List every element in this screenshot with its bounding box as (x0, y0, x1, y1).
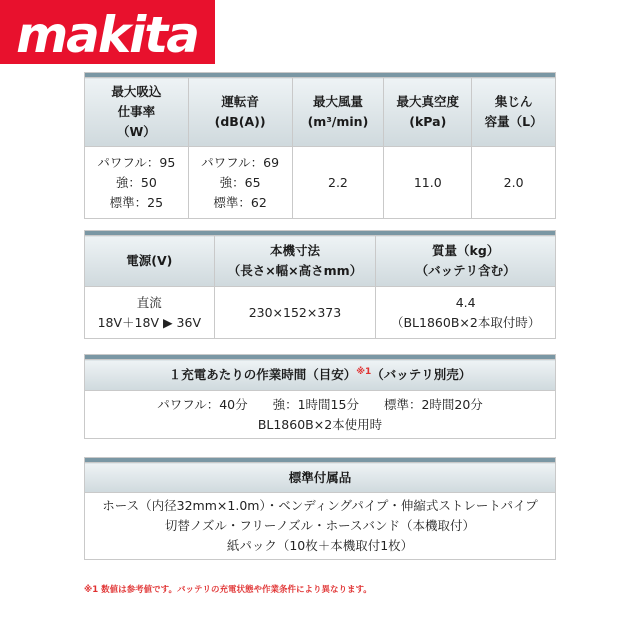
perf-header-line: 仕事率 (117, 104, 156, 119)
runtime-condition: BL1860B×2本使用時 (257, 416, 383, 432)
power-cell-line: 4.4 (455, 294, 476, 310)
power-cell-1 (214, 287, 376, 339)
runtime-header-note: （バッテリ別売） (371, 367, 472, 382)
perf-header-line: 容量（L） (484, 114, 543, 129)
perf-header-line: （W） (116, 124, 156, 139)
power-header-line: （長さ×幅×高さmm） (227, 263, 363, 278)
spec-table-runtime (84, 354, 556, 439)
perf-cell-line: 11.0 (413, 174, 442, 190)
perf-header-line: 運転音 (221, 94, 259, 109)
runtime-values: パワフル：40分 強：1時間15分 標準：2時間20分 (157, 396, 483, 412)
perf-cell-line: 標準：62 (213, 194, 267, 210)
spec-table-performance (84, 72, 556, 219)
power-cell-line: 直流 (136, 294, 162, 310)
perf-header-2 (292, 78, 384, 147)
power-cell-0 (85, 287, 215, 339)
makita-logo (0, 0, 215, 64)
spec-table-accessories (84, 457, 556, 560)
power-cell-line: 230×152×373 (248, 304, 342, 320)
power-header-line: 質量（kg） (432, 243, 500, 258)
power-header-1 (214, 236, 376, 287)
perf-cell-3 (384, 147, 472, 219)
perf-cell-line: 強：65 (219, 174, 261, 190)
power-header-line: 電源(V) (126, 253, 173, 268)
perf-header-3 (384, 78, 472, 147)
perf-header-line: (m³/min) (307, 114, 369, 129)
power-cell-line: 18V＋18V ▶ 36V (97, 314, 202, 330)
perf-header-line: 最大風量 (312, 94, 363, 109)
perf-header-line: (dB(A)) (214, 114, 266, 129)
perf-cell-line: 2.0 (503, 174, 524, 190)
runtime-header-text: １充電あたりの作業時間（目安） (168, 367, 357, 382)
accessories-line: 切替ノズル・フリーノズル・ホースバンド（本機取付） (164, 518, 476, 533)
perf-header-line: (kPa) (409, 114, 447, 129)
power-cell-2 (376, 287, 556, 339)
runtime-cell (85, 391, 556, 439)
power-cell-line: （BL1860B×2本取付時） (390, 314, 541, 330)
power-header-0 (85, 236, 215, 287)
perf-header-1 (188, 78, 292, 147)
perf-cell-2 (292, 147, 384, 219)
perf-header-4 (472, 78, 556, 147)
perf-cell-line: 2.2 (328, 174, 348, 190)
accessories-cell (85, 493, 556, 560)
perf-header-0 (85, 78, 189, 147)
accessories-header: 標準付属品 (85, 463, 556, 493)
power-header-2 (376, 236, 556, 287)
perf-header-line: 最大真空度 (396, 94, 460, 109)
perf-header-line: 集じん (494, 94, 533, 109)
makita-logo-mark (0, 0, 215, 64)
perf-cell-line: 強：50 (115, 174, 157, 190)
footnote: ※1 数値は参考値です。バッテリの充電状態や作業条件により異なります。 (84, 585, 372, 595)
power-header-line: （バッテリ含む） (415, 263, 516, 278)
perf-cell-1 (188, 147, 292, 219)
power-header-line: 本機寸法 (269, 243, 320, 258)
spec-table-power-size (84, 230, 556, 339)
runtime-header (85, 360, 556, 391)
perf-cell-line: パワフル：95 (97, 154, 176, 170)
perf-header-line: 最大吸込 (111, 84, 162, 99)
accessories-line: 紙パック（10枚＋本機取付1枚） (226, 538, 414, 553)
perf-cell-0 (85, 147, 189, 219)
perf-cell-4 (472, 147, 556, 219)
perf-cell-line: 標準：25 (109, 194, 164, 210)
logo-text: makita (16, 6, 198, 64)
accessories-line: ホース（内径32mm×1.0m）・ベンディングパイプ・伸縮式ストレートパイプ (102, 498, 538, 513)
footnote-mark: ※1 (356, 366, 372, 377)
perf-cell-line: パワフル：69 (201, 154, 280, 170)
